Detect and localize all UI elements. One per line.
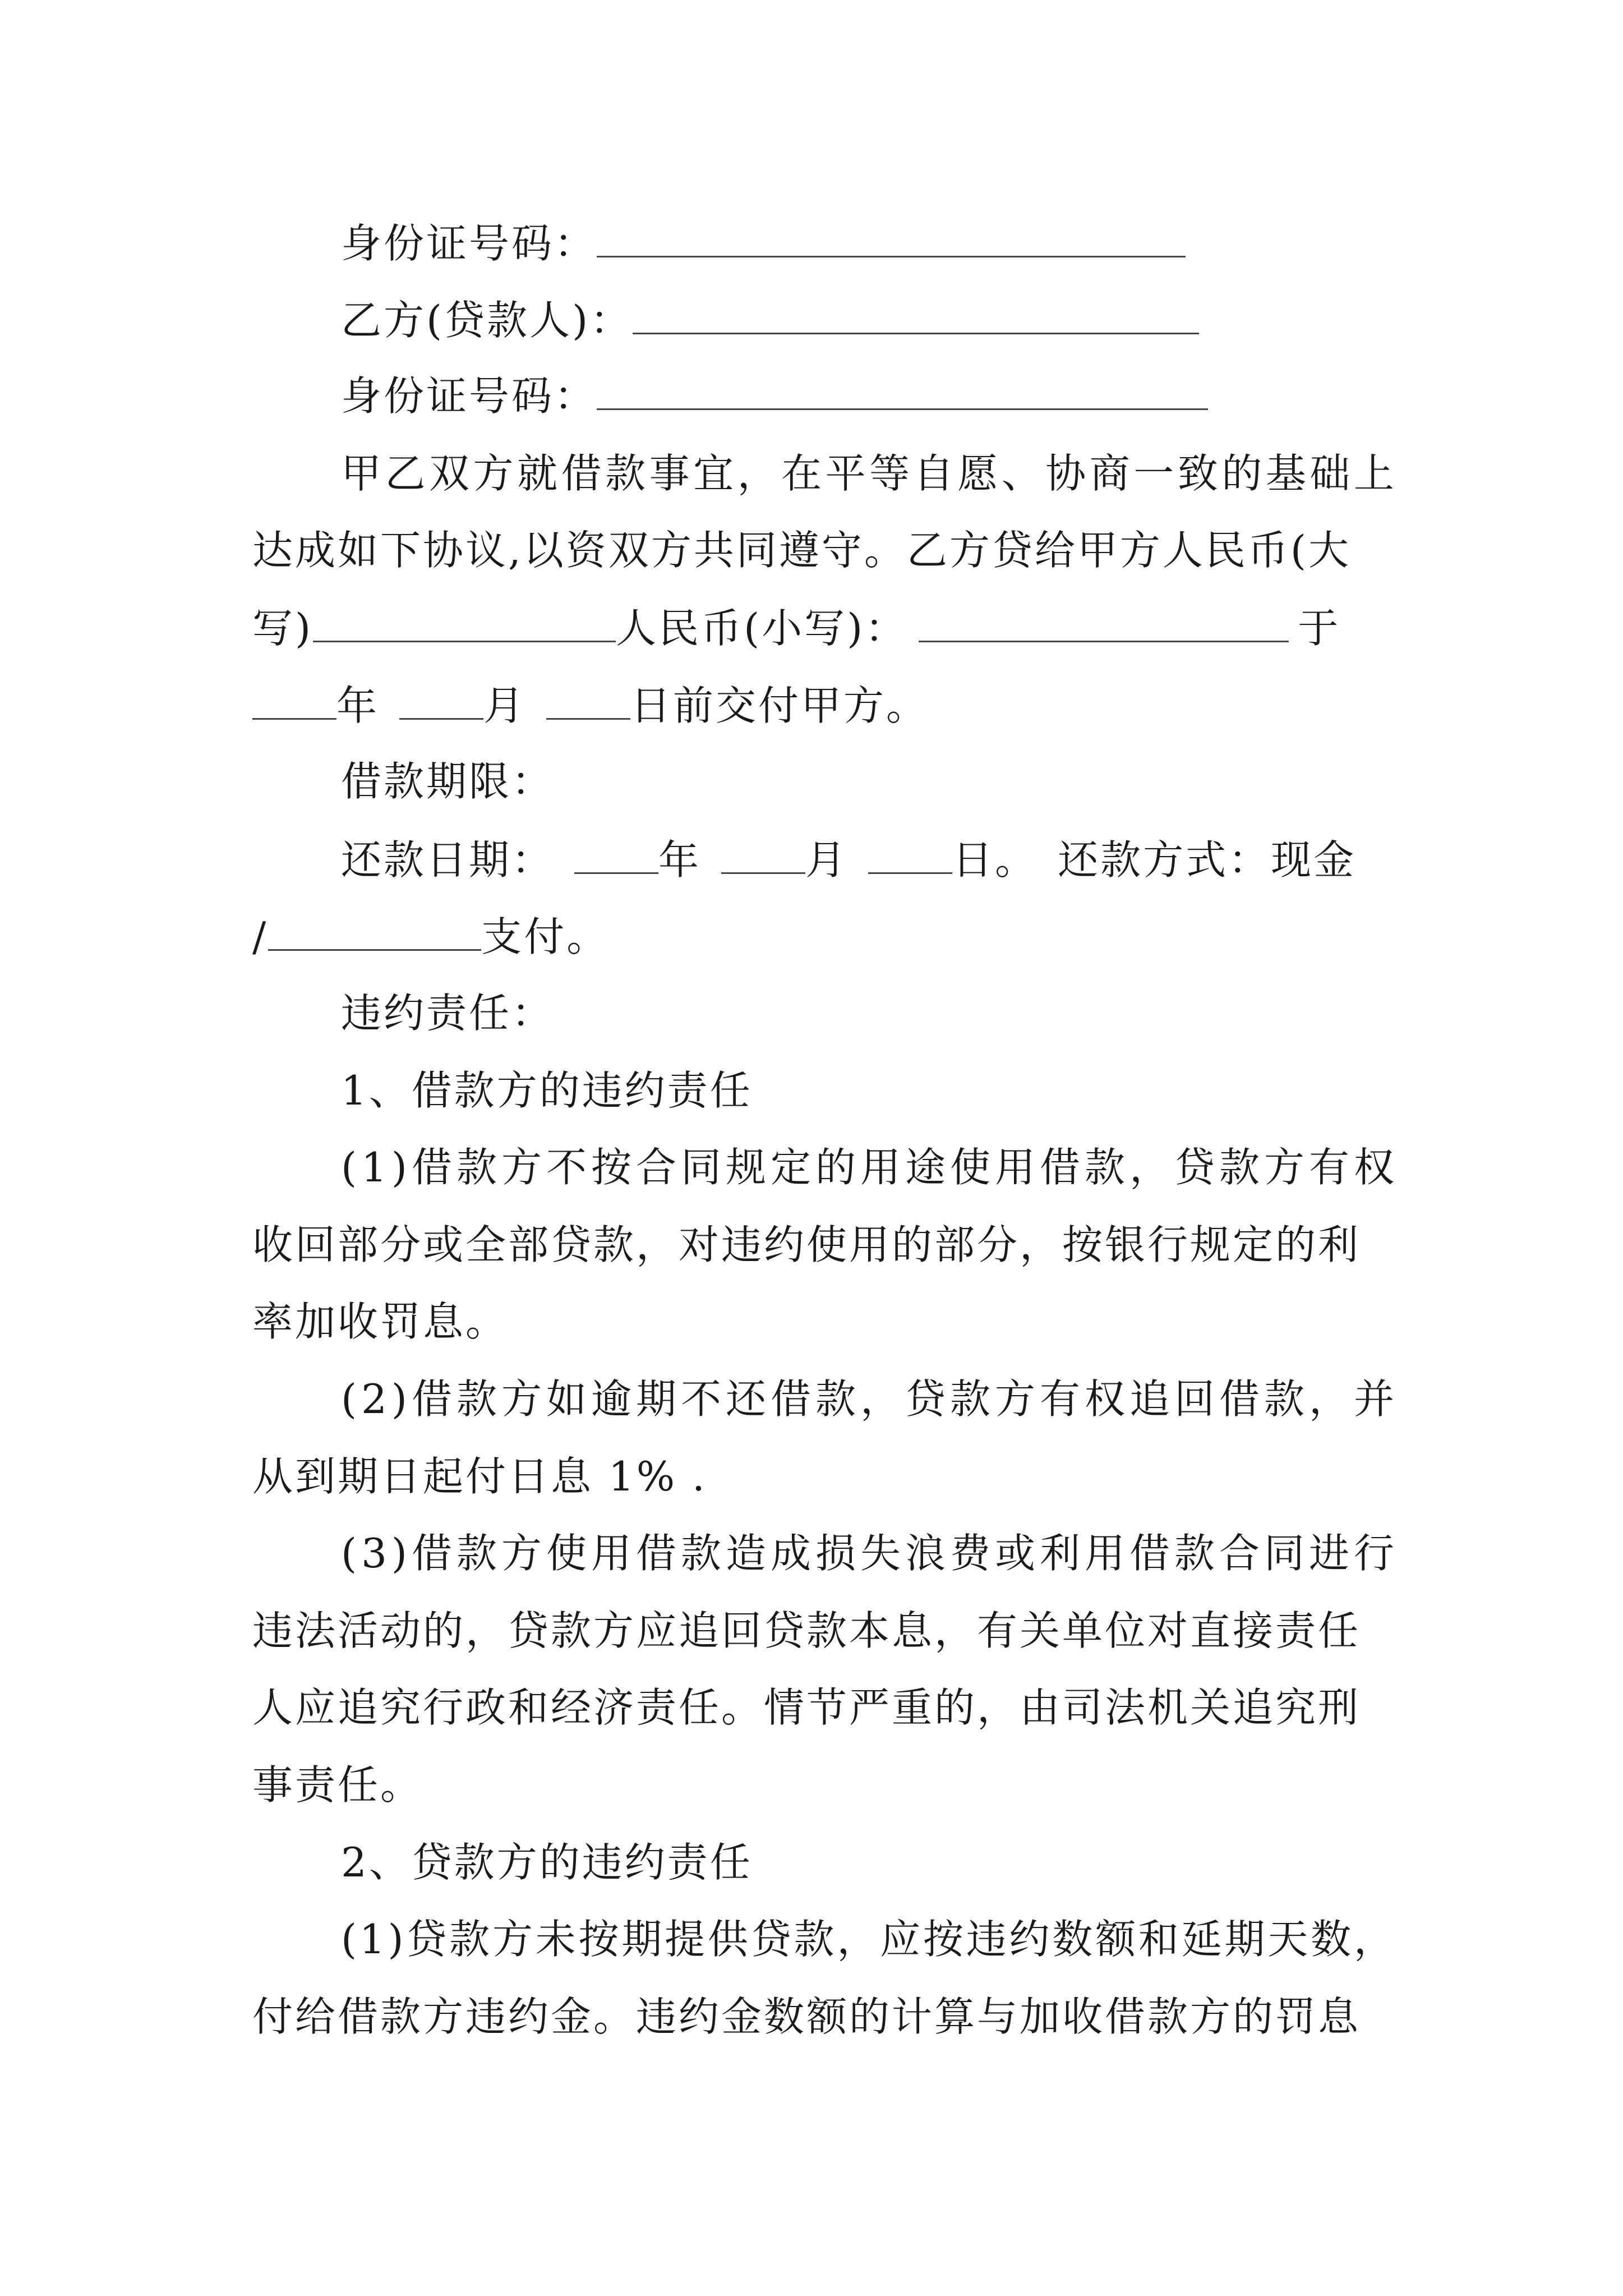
slash-text: /	[252, 913, 269, 960]
repayment-month-blank	[721, 839, 805, 874]
year-label: 年	[658, 836, 702, 884]
clause-b3-line-2	[252, 1607, 1396, 1654]
id-number-blank	[597, 222, 1186, 257]
liability-heading	[341, 990, 1396, 1037]
clause-b3-line-1: ( 3 ) 借 款 方 使 用 借 款 造 成 损 失 浪 费 或 利 用 借 款 合 同 进 行	[341, 1530, 1396, 1577]
agreement-line-2	[252, 527, 1396, 574]
clause-text: 人应追究行政和经济责任。情节严重的，由司法机关追究刑	[252, 1684, 1361, 1731]
clause-b3-line-3	[252, 1684, 1396, 1731]
clause-text: 事责任。	[252, 1761, 423, 1809]
lender-liability-heading	[341, 1839, 1396, 1886]
repayment-line-2	[252, 913, 1396, 960]
repayment-day-blank	[868, 839, 952, 874]
repayment-date-label: 还款日期：	[341, 836, 555, 884]
repayment-line-1	[341, 836, 1396, 884]
clause-text: 收回部分或全部贷款，对违约使用的部分，按银行规定的利	[252, 1221, 1361, 1268]
agreement-line-4	[252, 682, 1396, 729]
clause-b3-line-4	[252, 1761, 1396, 1809]
id-number-label: 身份证号码：	[341, 372, 597, 420]
id-number-line-1	[341, 220, 1396, 267]
clause-b2-line-2	[252, 1453, 1396, 1500]
loan-term-label: 借款期限：	[341, 758, 555, 805]
party-b-blank	[633, 299, 1199, 334]
month-label: 月	[805, 836, 849, 884]
day-label: 日。	[952, 836, 1038, 884]
subsection-heading: 1、借款方的违约责任	[341, 1067, 753, 1114]
delivery-year-blank	[252, 684, 336, 720]
agreement-text: 于	[1298, 605, 1341, 652]
party-b-line	[341, 297, 1396, 344]
agreement-line-1: 甲 乙 双 方 就 借 款 事 宜 ， 在 平 等 自 愿 、 协 商 一 致 的 基 础 上	[341, 450, 1396, 497]
id-number-blank	[597, 375, 1208, 410]
delivery-month-blank	[399, 684, 483, 720]
pay-end-text: 支付。	[481, 913, 610, 960]
amount-lowercase-blank	[919, 607, 1289, 642]
borrower-liability-heading	[341, 1067, 1396, 1114]
id-number-label: 身份证号码：	[341, 220, 597, 267]
clause-text: 从到期日起付日息 1% .	[252, 1453, 707, 1500]
section-heading: 违约责任：	[341, 990, 555, 1037]
clause-b2-line-1: ( 2 ) 借 款 方 如 逾 期 不 还 借 款 ， 贷 款 方 有 权 追 回 借 款 ， 并	[341, 1375, 1396, 1423]
clause-text: 率加收罚息。	[252, 1298, 509, 1345]
repayment-year-blank	[574, 839, 658, 874]
agreement-text: 写)	[252, 605, 313, 652]
year-label: 年	[336, 682, 380, 729]
amount-uppercase-blank	[313, 607, 616, 642]
clause-l1-line-1: ( 1 ) 贷 款 方 未 按 期 提 供 贷 款 ， 应 按 违 约 数 额 和 延 期 天 数 ，	[341, 1916, 1396, 1963]
clause-b1-line-2	[252, 1221, 1396, 1268]
repayment-method-label: 还款方式：现金	[1058, 836, 1357, 884]
clause-text: 违法活动的，贷款方应追回贷款本息，有关单位对直接责任	[252, 1607, 1361, 1654]
agreement-text: 人民币(小写)：	[616, 605, 908, 652]
agreement-text: 日前交付甲方。	[630, 682, 929, 729]
delivery-day-blank	[546, 684, 630, 720]
clause-l1-line-2	[252, 1993, 1396, 2040]
agreement-text: 达成如下协议,以资双方共同遵守。乙方贷给甲方人民币(大	[252, 527, 1351, 574]
id-number-line-2	[341, 372, 1396, 420]
clause-text: 付给借款方违约金。违约金数额的计算与加收借款方的罚息	[252, 1993, 1361, 2040]
loan-term-line	[341, 758, 1396, 805]
payment-method-blank	[268, 915, 481, 951]
month-label: 月	[483, 682, 527, 729]
clause-b1-line-3	[252, 1298, 1396, 1345]
clause-b1-line-1: ( 1 ) 借 款 方 不 按 合 同 规 定 的 用 途 使 用 借 款 ， 贷 款 方 有 权	[341, 1144, 1396, 1191]
party-b-label: 乙方(贷款人)：	[341, 297, 633, 344]
agreement-line-3	[252, 605, 1396, 652]
subsection-heading: 2、贷款方的违约责任	[341, 1839, 753, 1886]
